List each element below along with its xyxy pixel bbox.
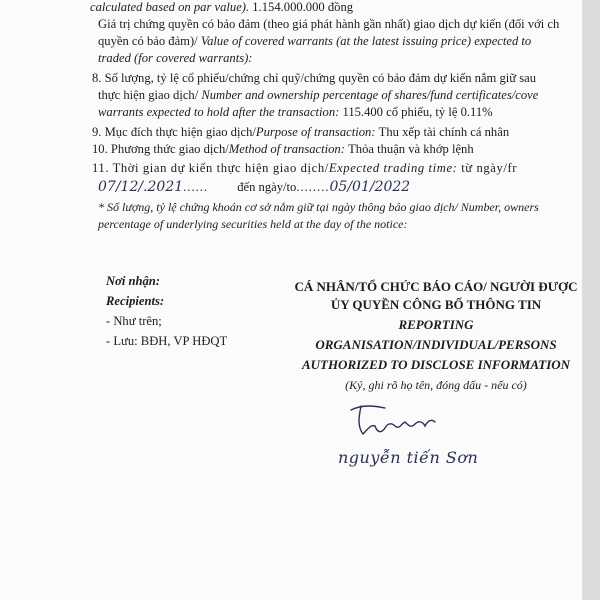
line-covered-warrants-note: traded (for covered warrants):	[98, 51, 253, 65]
signature	[345, 398, 445, 440]
recipients-label-vi: Nơi nhận:	[106, 274, 161, 288]
sign-instruction: (Ký, ghi rõ họ tên, đóng dấu - nếu có)	[345, 378, 527, 392]
item-8-heading: 8. Số lượng, tỷ lệ cổ phiếu/chứng chỉ quỹ/chứng quyền có bảo đảm dự kiến nắm giữ sau	[92, 71, 537, 85]
footnote-line-2: percentage of underlying securities held at the day of the notice:	[98, 217, 408, 231]
line-covered-warrants-value: Giá trị chứng quyền có bảo đảm (theo giá phát hành gần nhất) giao dịch dự kiến (đối với ch	[98, 17, 560, 31]
line-covered-warrants-value-cont: quyền có bảo đảm)/ Value of covered warrants (at the latest issuing price) expected to	[98, 34, 532, 48]
item-10: 10. Phương thức giao dịch/Method of transaction: Thỏa thuận và khớp lệnh	[92, 142, 474, 156]
reporter-title-en-1: REPORTING	[398, 317, 474, 332]
item-11: 11. Thời gian dự kiến thực hiện giao dịch/Expected trading time: từ ngày/fr	[92, 161, 518, 175]
scan-edge	[582, 0, 600, 600]
handwritten-to-date: 05/01/2022	[329, 179, 411, 195]
recipient-item-2: - Lưu: BĐH, VP HĐQT	[106, 334, 228, 348]
item-8-line-2: thực hiện giao dịch/ Number and ownership percentage of shares/fund certificates/cove	[98, 88, 539, 102]
recipients-label-en: Recipients:	[106, 294, 165, 308]
reporter-title-vi-2: ỦY QUYỀN CÔNG BỐ THÔNG TIN	[330, 297, 542, 312]
item-8-line-3: warrants expected to hold after the transaction: 115.400 cổ phiếu, tỷ lệ 0.11%	[98, 105, 493, 119]
item-9: 9. Mục đích thực hiện giao dịch/Purpose of transaction: Thu xếp tài chính cá nhân	[92, 125, 510, 139]
handwritten-from-date: 07/12/.2021	[98, 179, 184, 195]
trading-dates-line: 07/12/.2021...... đến ngày/to........05/01/2022	[98, 179, 411, 195]
reporter-title-en-2: ORGANISATION/INDIVIDUAL/PERSONS	[315, 337, 557, 352]
reporter-title-en-3: AUTHORIZED TO DISCLOSE INFORMATION	[301, 357, 571, 372]
footnote-line-1: * Số lượng, tỷ lệ chứng khoán cơ sở nắm giữ tại ngày thông báo giao dịch/ Number, owners	[98, 200, 539, 214]
handwritten-signer-name: nguyễn tiến Sơn	[338, 448, 479, 467]
recipient-item-1: - Như trên;	[106, 314, 162, 328]
line-par-value: calculated based on par value). 1.154.000.000 đồng	[90, 0, 354, 14]
reporter-title-vi-1: CÁ NHÂN/TỔ CHỨC BÁO CÁO/ NGƯỜI ĐƯỢC	[294, 279, 578, 294]
